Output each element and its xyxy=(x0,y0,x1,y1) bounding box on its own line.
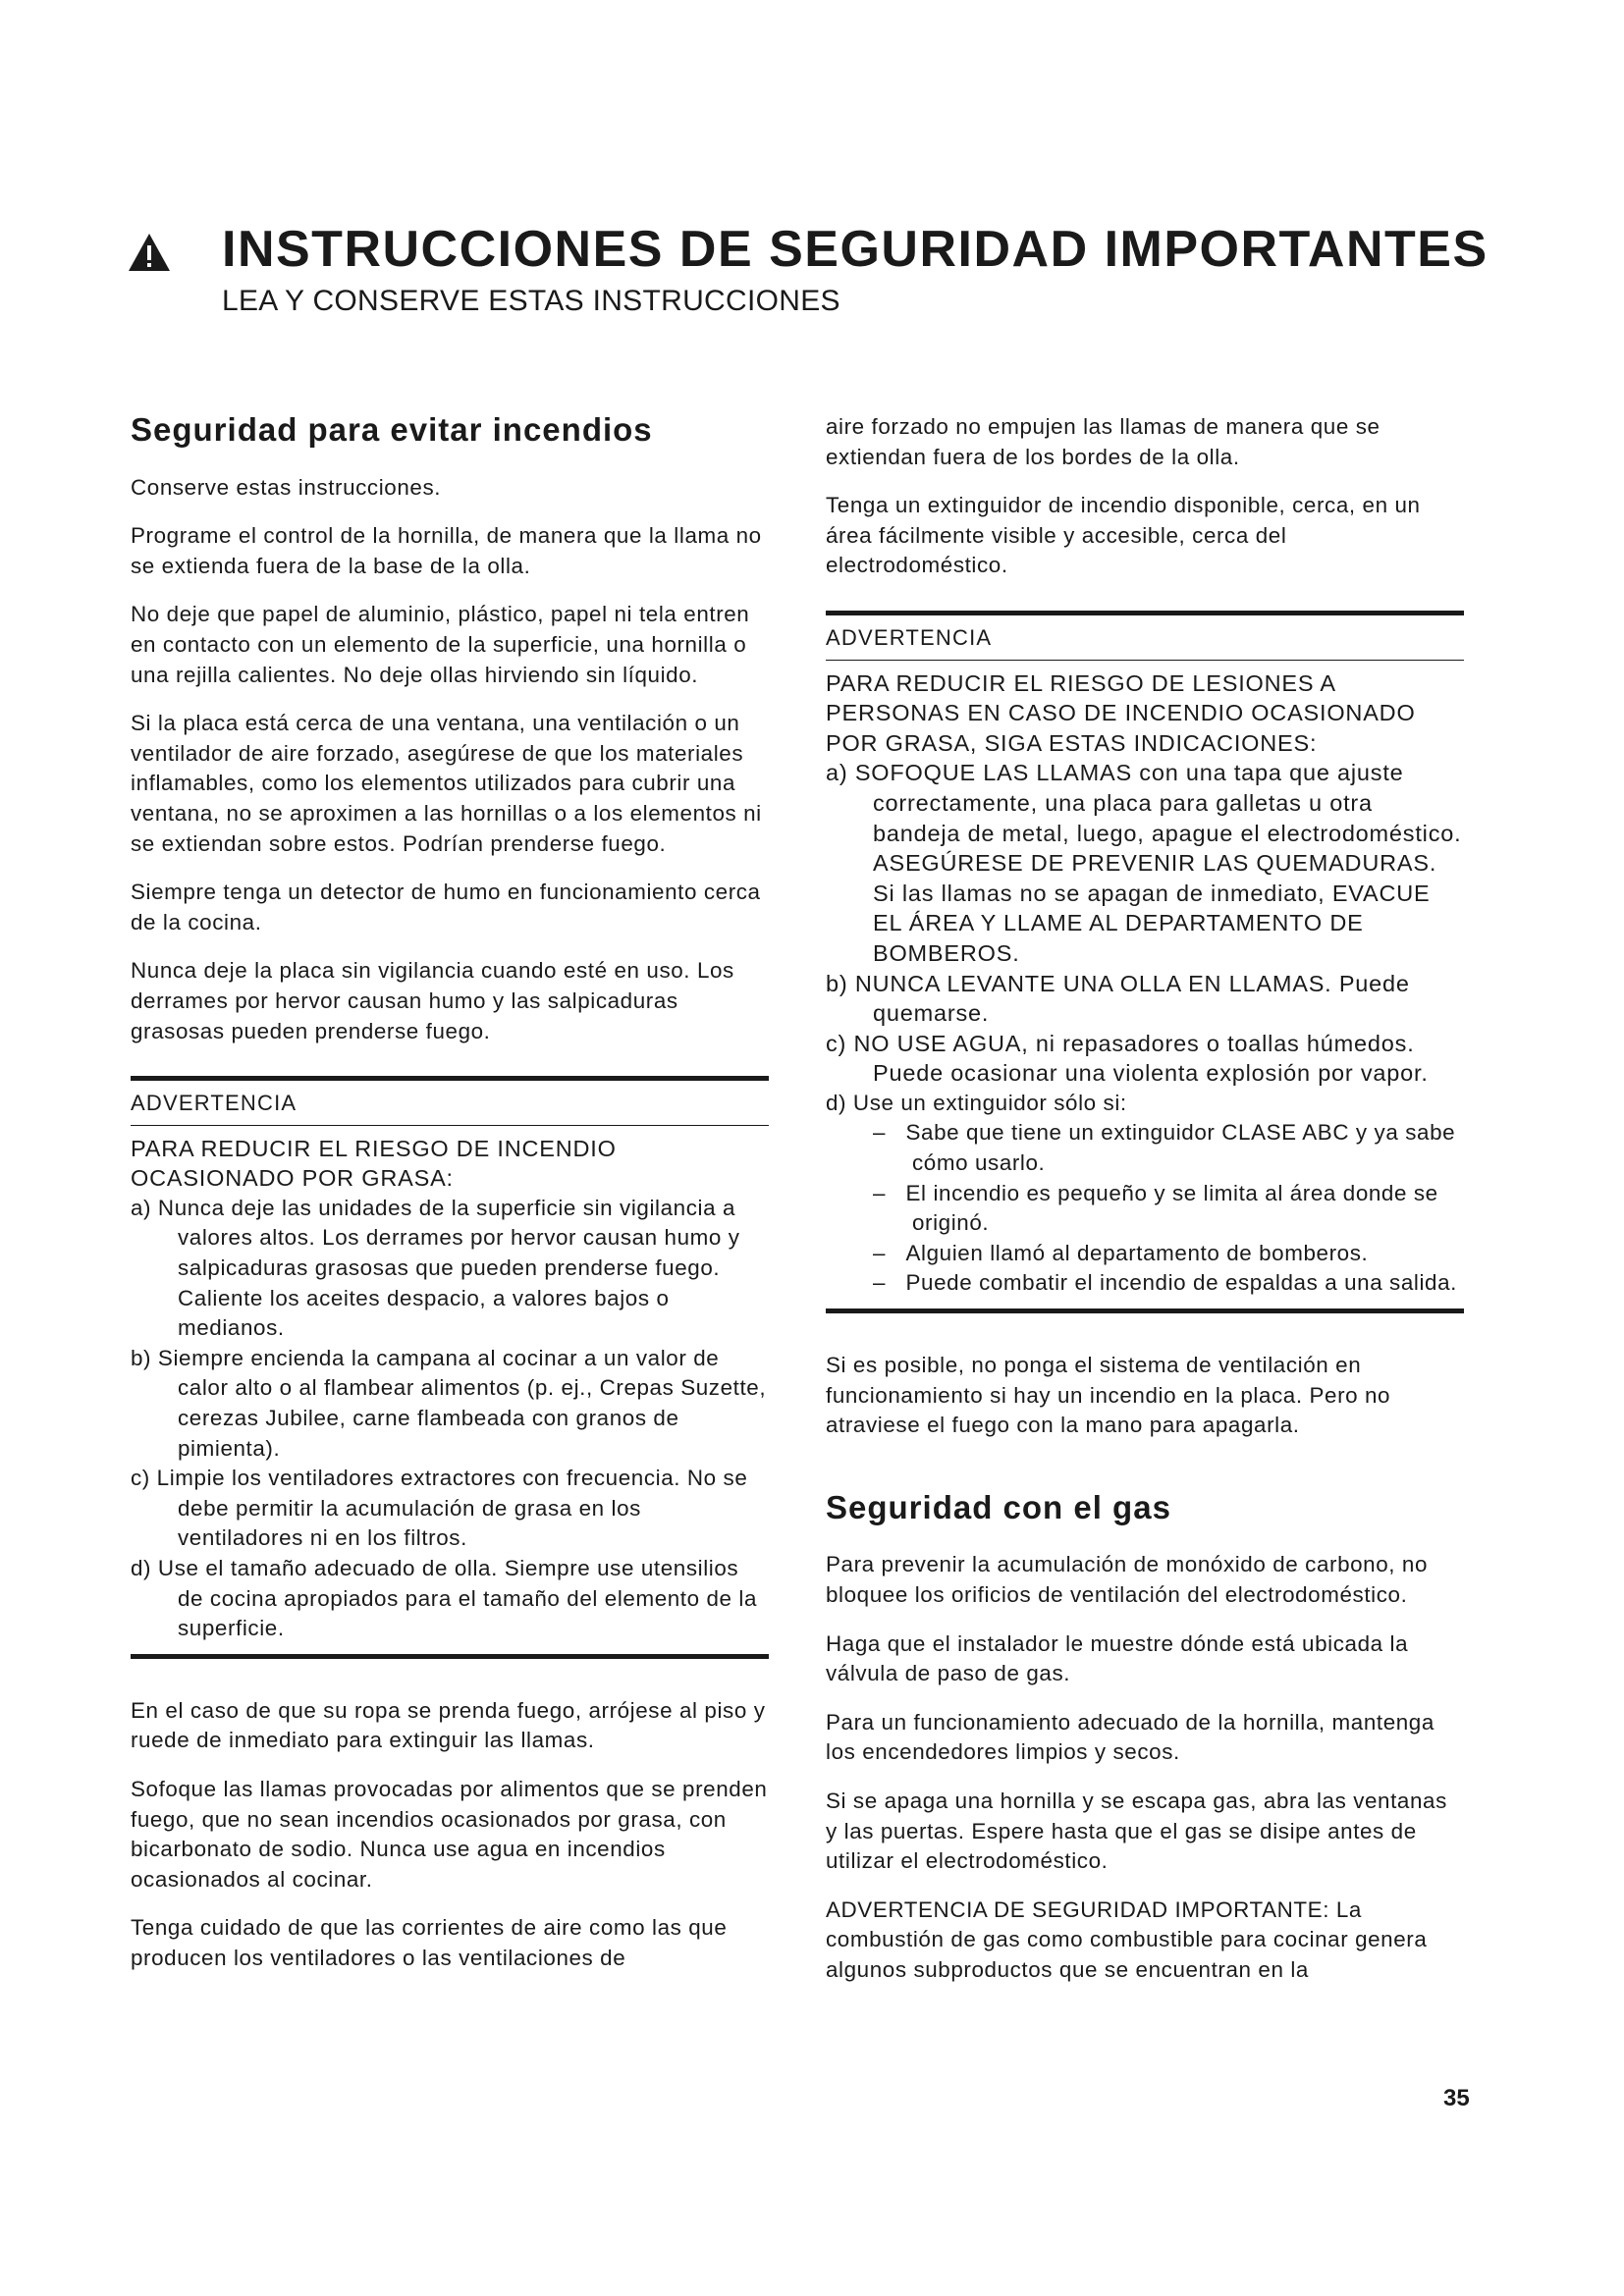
paragraph: No deje que papel de aluminio, plástico, papel ni tela entren en contacto con un elemento de la superficie, una hornilla o una rejilla calientes. No deje ollas hirviendo sin líquido. xyxy=(131,602,750,687)
paragraph: Sofoque las llamas provocadas por alimentos que se prenden fuego, que no sean incendios ocasionados por grasa, con bicarbonato de sodio. Nunca use agua en incendios ocasionados al cocinar. xyxy=(131,1776,768,1892)
warning-box-grease-fire xyxy=(131,1076,769,1659)
warning-item: c) NO USE AGUA, ni repasadores o toallas húmedos. Puede ocasionar una violenta explosión por vapor. xyxy=(826,1030,1429,1087)
paragraph: Programe el control de la hornilla, de manera que la llama no se extienda fuera de la base de la olla. xyxy=(131,523,762,578)
paragraph: aire forzado no empujen las llamas de manera que se extiendan fuera de los bordes de la olla. xyxy=(826,414,1380,469)
warning-item: d) Use el tamaño adecuado de olla. Siempre use utensilios de cocina apropiados para el tamaño del elemento de la superficie. xyxy=(131,1556,758,1641)
condition-item: – Sabe que tiene un extinguidor CLASE ABC y ya sabe cómo usarlo. xyxy=(873,1120,1456,1176)
paragraph: Si la placa está cerca de una ventana, una ventilación o un ventilador de aire forzado, asegúrese de que los materiales inflamables, como los elementos utilizados para cubrir una ventana, no se aproximen a las hornillas o a los elementos ni se extiendan sobre estos. Podrían prenderse fuego. xyxy=(131,711,762,856)
paragraph: Si es posible, no ponga el sistema de ventilación en funcionamiento si hay un incendio en la placa. Pero no atraviese el fuego con la mano para apagarla. xyxy=(826,1353,1391,1438)
warning-box-injury xyxy=(826,611,1464,1313)
warning-list xyxy=(131,1194,769,1644)
warning-item: d) Use un extinguidor sólo si: xyxy=(826,1090,1127,1115)
page-subtitle: LEA Y CONSERVE ESTAS INSTRUCCIONES xyxy=(222,285,840,317)
warning-item: a) Nunca deje las unidades de la superficie sin vigilancia a valores altos. Los derrames por hervor causan humo y salpicaduras grasosas que pueden prenderse fuego. Caliente los aceites despacio, a valores bajos o medianos. xyxy=(131,1195,740,1341)
warning-intro: PARA REDUCIR EL RIESGO DE LESIONES A PERSONAS EN CASO DE INCENDIO OCASIONADO POR GRASA, SIGA ESTAS INDICACIONES: xyxy=(826,669,1416,756)
warning-label: ADVERTENCIA xyxy=(131,1081,769,1126)
paragraph: Para un funcionamiento adecuado de la hornilla, mantenga los encendedores limpios y secos. xyxy=(826,1709,1435,1765)
paragraph: Siempre tenga un detector de humo en funcionamiento cerca de la cocina. xyxy=(131,880,761,934)
section-heading-gas: Seguridad con el gas xyxy=(826,1488,1171,1525)
paragraph: Haga que el instalador le muestre dónde está ubicada la válvula de paso de gas. xyxy=(826,1630,1409,1686)
page-number: 35 xyxy=(1443,2085,1470,2111)
warning-item: b) Siempre encienda la campana al cocinar a un valor de calor alto o al flambear alimentos (p. ej., Crepas Suzette, cerezas Jubilee, carne flambeada con granos de pimienta). xyxy=(131,1345,767,1461)
warning-item: c) Limpie los ventiladores extractores con frecuencia. No se debe permitir la acumulación de grasa en los ventiladores ni en los filtros. xyxy=(131,1466,748,1551)
condition-item: – El incendio es pequeño y se limita al área donde se originó. xyxy=(873,1180,1438,1236)
paragraph: Conserve estas instrucciones. xyxy=(131,474,442,500)
paragraph: Si se apaga una hornilla y se escapa gas, abra las ventanas y las puertas. Espere hasta que el gas se disipe antes de utilizar el electrodoméstico. xyxy=(826,1788,1447,1874)
warning-item: a) SOFOQUE LAS LLAMAS con una tapa que ajuste correctamente, una placa para galletas u otra bandeja de metal, luego, apague el electrodoméstico. ASEGÚRESE DE PREVENIR LAS QUEMADURAS. Si las llamas no se apagan de inmediato, EVACUE EL ÁREA Y LLAME AL DEPARTAMENTO DE BOMBEROS. xyxy=(826,760,1462,966)
section-heading-fire: Seguridad para evitar incendios xyxy=(131,411,653,448)
paragraph: Tenga un extinguidor de incendio disponible, cerca, en un área fácilmente visible y accesible, cerca del electrodoméstico. xyxy=(826,493,1421,578)
paragraph: En el caso de que su ropa se prenda fuego, arrójese al piso y ruede de inmediato para extinguir las llamas. xyxy=(131,1697,766,1753)
warning-triangle-icon xyxy=(128,233,171,272)
title-row xyxy=(128,221,1522,278)
extinguisher-conditions-list xyxy=(826,1118,1464,1299)
paragraph: Para prevenir la acumulación de monóxido de carbono, no bloquee los orificios de ventilación del electrodoméstico. xyxy=(826,1552,1429,1607)
page-title: INSTRUCCIONES DE SEGURIDAD IMPORTANTES xyxy=(222,221,1489,278)
paragraph: ADVERTENCIA DE SEGURIDAD IMPORTANTE: La combustión de gas como combustible para cocinar genera algunos subproductos que se encuentran en la xyxy=(826,1896,1428,1982)
warning-label: ADVERTENCIA xyxy=(826,615,1464,661)
warning-list xyxy=(826,758,1464,1118)
warning-intro: PARA REDUCIR EL RIESGO DE INCENDIO OCASIONADO POR GRASA: xyxy=(131,1135,617,1192)
condition-item: – Puede combatir el incendio de espaldas a una salida. xyxy=(873,1270,1457,1296)
right-column xyxy=(826,412,1464,2004)
page-header xyxy=(128,221,1522,318)
warning-item: b) NUNCA LEVANTE UNA OLLA EN LLAMAS. Puede quemarse. xyxy=(826,970,1410,1027)
condition-item: – Alguien llamó al departamento de bomberos. xyxy=(873,1240,1369,1265)
left-column xyxy=(131,404,769,1993)
paragraph: Tenga cuidado de que las corrientes de aire como las que producen los ventiladores o las ventilaciones de xyxy=(131,1915,728,1970)
paragraph: Nunca deje la placa sin vigilancia cuando esté en uso. Los derrames por hervor causan humo y las salpicaduras grasosas pueden prenderse fuego. xyxy=(131,958,734,1043)
